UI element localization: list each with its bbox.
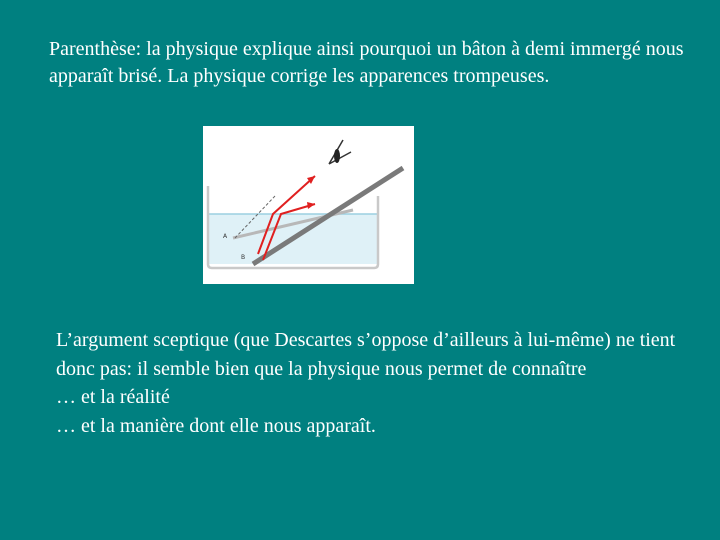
intro-paragraph: Parenthèse: la physique explique ainsi pourquoi un bâton à demi immergé nous apparaît brisé. La physique corrige les apparences trompeuses. [49, 38, 684, 87]
ray-arrowhead-b [307, 202, 315, 209]
eye-pupil [334, 149, 340, 163]
conclusion-line-3: … et la manière dont elle nous apparaît. [56, 414, 376, 437]
eye-icon [329, 140, 351, 164]
refraction-diagram [203, 126, 414, 284]
conclusion-line-1: L’argument sceptique (que Descartes s’oppose d’ailleurs à lui-même) ne tient donc pas: il semble bien que la physique nous permet de connaître [56, 329, 676, 380]
label-b: B [241, 254, 246, 261]
label-a: A [223, 233, 228, 240]
conclusion-paragraph [56, 326, 676, 440]
conclusion-line-2: … et la réalité [56, 386, 170, 408]
